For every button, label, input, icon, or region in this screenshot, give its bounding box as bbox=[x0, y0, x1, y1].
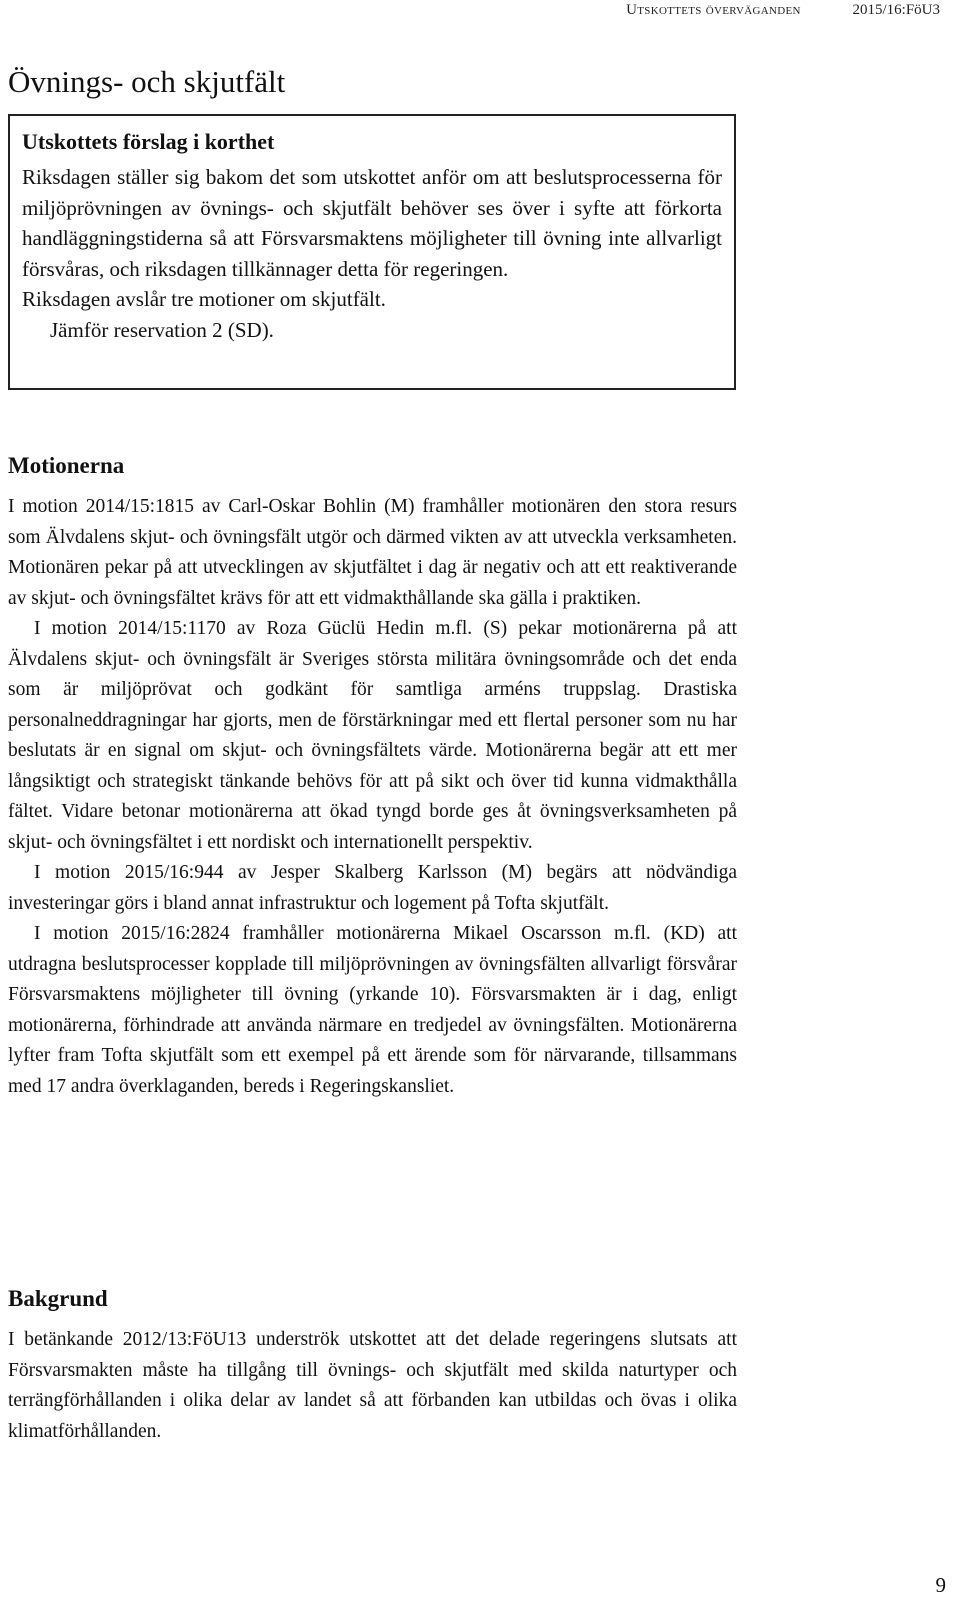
running-header-doc-id: 2015/16:FöU3 bbox=[852, 2, 940, 18]
motion-paragraph: I motion 2014/15:1815 av Carl-Oskar Bohlin (M) framhåller motionären den stora resurs som Älvdalens skjut- och övningsfält utgör och därmed vikten av att utveckla verksamheten. Motionären pekar på att utvecklingen av skjutfältet i dag är negativ och att ett reaktiverande av skjut- och övningsfältet krävs för att ett vidmakthållande ska gälla i praktiken. bbox=[8, 496, 737, 609]
motion-paragraph: I motion 2014/15:1170 av Roza Güclü Hedin m.fl. (S) pekar motionärerna på att Älvdalens skjut- och övningsfält är Sveriges största militära övningsområde och det enda som är miljöprövat och godkänt för samtliga arméns truppslag. Drastiska personalneddragningar har gjorts, men de förstärkningar med ett flertal personer som nu har beslutats är en signal om skjut- och övningsfältets värde. Motionärerna begär att ett mer långsiktigt och strategiskt tänkande behövs för att på sikt och över tid kunna vidmakthålla fältet. Vidare betonar motionärerna att ökad tyngd borde ges åt övningsverksamheten på skjut- och övningsfältet i ett nordiskt och internationellt perspektiv. bbox=[8, 618, 737, 853]
summary-heading: Utskottets förslag i korthet bbox=[22, 129, 275, 154]
summary-box bbox=[8, 114, 736, 390]
motionerna-body bbox=[8, 492, 737, 1102]
running-header bbox=[626, 0, 940, 20]
section-heading-bakgrund: Bakgrund bbox=[8, 1286, 108, 1311]
motion-paragraph: I motion 2015/16:944 av Jesper Skalberg Karlsson (M) begärs att nödvändiga investeringar görs i bland annat infrastruktur och logement på Tofta skjutfält. bbox=[8, 862, 737, 914]
summary-paragraph-rejection: Riksdagen avslår tre motioner om skjutfält. bbox=[22, 287, 386, 311]
summary-reservation-note: Jämför reservation 2 (SD). bbox=[50, 317, 274, 342]
bakgrund-paragraph: I betänkande 2012/13:FöU13 underströk utskottet att det delade regeringens slutsats att Försvarsmakten måste ha tillgång till övnings- och skjutfält med skilda naturtyper och terrängförhållanden i olika delar av landet så att förbanden kan utbildas och övas i olika klimatförhållanden. bbox=[8, 1329, 737, 1442]
motion-paragraph: I motion 2015/16:2824 framhåller motionärerna Mikael Oscarsson m.fl. (KD) att utdragna beslutsprocesser kopplade till miljöprövningen av övningsfälten allvarligt försvårar Försvarsmaktens möjligheter till övning (yrkande 10). Försvarsmakten är i dag, enligt motionärerna, förhindrade att använda närmare en tredjedel av övningsfälten. Motionärerna lyfter fram Tofta skjutfält som ett exempel på ett ärende som för närvarande, tillsammans med 17 andra överklaganden, bereds i Regeringskansliet. bbox=[8, 923, 737, 1097]
running-header-section: Utskottets överväganden bbox=[626, 2, 801, 18]
summary-paragraph-proposal: Riksdagen ställer sig bakom det som utskottet anför om att beslutsprocesserna för miljöprövningen av övnings- och skjutfält behöver ses över i syfte att förkorta handläggningstiderna så att Försvarsmaktens möjligheter till övning inte allvarligt försvåras, och riksdagen tillkännager detta för regeringen. bbox=[22, 165, 722, 281]
bakgrund-body bbox=[8, 1325, 737, 1447]
page-number: 9 bbox=[935, 1573, 946, 1597]
section-heading-motionerna: Motionerna bbox=[8, 453, 125, 478]
page-title: Övnings- och skjutfält bbox=[8, 64, 286, 99]
